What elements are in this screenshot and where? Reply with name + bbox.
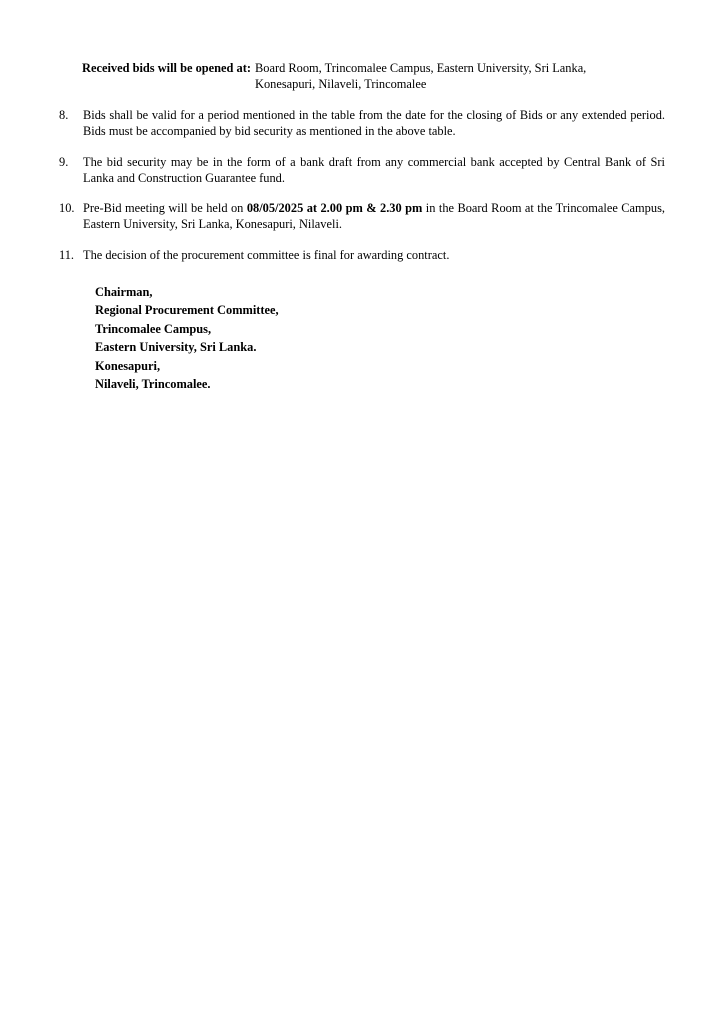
clause-text [83,200,665,232]
signature-line: Konesapuri, [95,358,161,373]
clause-text: The decision of the procurement committee is final for awarding contract. [83,248,450,262]
bid-opening-address [255,60,586,92]
clause-number: 8. [59,108,69,122]
clause-bid-security [59,154,665,186]
clause-number: 11. [59,248,75,262]
clause-bid-validity [59,107,665,139]
clause-text-end: in the Board Room at the Trincomalee Campus, Eastern University, Sri Lanka, Konesapuri, Nilaveli. [83,201,665,231]
signature-line: Chairman, [95,285,153,299]
bid-opening-label: Received bids will be opened at: [82,61,251,75]
bid-opening-location [82,60,682,92]
clause-text-start: Pre-Bid meeting will be held on [83,201,247,215]
bid-opening-address-line: Board Room, Trincomalee Campus, Eastern University, Sri Lanka, [255,61,587,75]
bid-opening-address-line: Konesapuri, Nilaveli, Trincomalee [255,77,427,91]
signature-line: Nilaveli, Trincomalee. [95,377,211,392]
signature-block [95,283,279,393]
signature-line: Eastern University, Sri Lanka. [95,340,257,355]
signature-line: Trincomalee Campus, [95,321,212,336]
clause-committee-decision [59,247,665,263]
clause-pre-bid-meeting [59,200,665,232]
clause-number: 10. [59,201,75,215]
clause-text: The bid security may be in the form of a bank draft from any commercial bank accepted by Central Bank of Sri Lanka and Construction Guarantee fund. [83,155,665,185]
clause-text: Bids shall be valid for a period mentioned in the table from the date for the closing of Bids or any extended period. Bids must be accompanied by bid security as mentioned in the above table. [83,108,665,138]
meeting-date-time: 08/05/2025 at 2.00 pm & 2.30 pm [246,201,423,215]
signature-line: Regional Procurement Committee, [95,303,279,318]
clause-number: 9. [59,155,69,169]
